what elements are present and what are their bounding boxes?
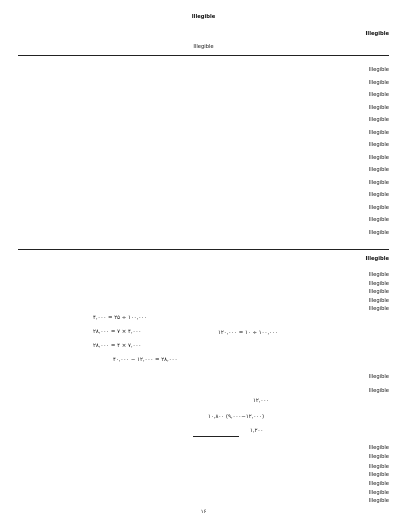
text-line: Illegible <box>368 306 389 313</box>
text-line: Illegible <box>368 179 389 186</box>
calc-line: ۴۰,۰۰۰ − ۱۲,۰۰۰ = ۲۸,۰۰۰ <box>113 357 178 363</box>
text-line: Illegible <box>368 498 389 505</box>
divider <box>18 55 389 56</box>
calc-line: ۱۲۰,۰۰۰ = ۱۰ ÷ ۱۰۰,۰۰۰ <box>218 330 278 336</box>
author-title: Illegible <box>365 31 389 37</box>
text-line: Illegible <box>368 463 389 470</box>
text-line: Illegible <box>368 229 389 236</box>
calc-line: ۲۸,۰۰۰ = ۷ × ۴,۰۰۰ <box>93 329 142 335</box>
text-line: Illegible <box>368 167 389 173</box>
divider <box>193 436 239 437</box>
text-line: Illegible <box>368 104 389 111</box>
document-page <box>18 10 389 520</box>
after-calc-line: Illegible <box>368 374 389 380</box>
table-row: ۱۰,۸۰۰ (۹,۰۰۰−۱۲,۰۰۰) <box>208 414 265 420</box>
text-line: Illegible <box>368 204 389 211</box>
text-line: Illegible <box>368 192 389 198</box>
table-row: ۱,۲۰۰ <box>250 428 264 434</box>
section-heading: Illegible <box>365 256 389 262</box>
divider <box>18 249 389 250</box>
author-name: Illegible <box>193 44 214 50</box>
basmala: Illegible <box>191 14 216 20</box>
sub-label: Illegible <box>368 388 389 394</box>
text-line: Illegible <box>368 142 389 148</box>
text-line: Illegible <box>368 472 389 478</box>
text-line: Illegible <box>368 79 389 86</box>
text-line: Illegible <box>368 454 389 461</box>
text-line: Illegible <box>368 280 389 287</box>
text-line: Illegible <box>368 117 389 123</box>
text-line: Illegible <box>368 289 389 296</box>
text-line: Illegible <box>368 92 389 98</box>
text-line: Illegible <box>368 489 389 496</box>
calc-line: ۲۸,۰۰۰ = ۴ × ۷,۰۰۰ <box>93 343 142 349</box>
calc-line: ۴,۰۰۰ = ۲۵ ÷ ۱۰۰,۰۰۰ <box>93 315 148 321</box>
text-line: Illegible <box>368 129 389 136</box>
text-line: Illegible <box>368 217 389 223</box>
text-line: Illegible <box>368 154 389 161</box>
text-line: Illegible <box>368 297 389 304</box>
text-line: Illegible <box>368 480 389 487</box>
sub-value: ۱۲,۰۰۰ <box>253 398 270 404</box>
text-line: Illegible <box>368 272 389 278</box>
text-line: Illegible <box>368 67 389 73</box>
page-number: ۱۶ <box>200 509 207 515</box>
text-line: Illegible <box>368 445 389 451</box>
